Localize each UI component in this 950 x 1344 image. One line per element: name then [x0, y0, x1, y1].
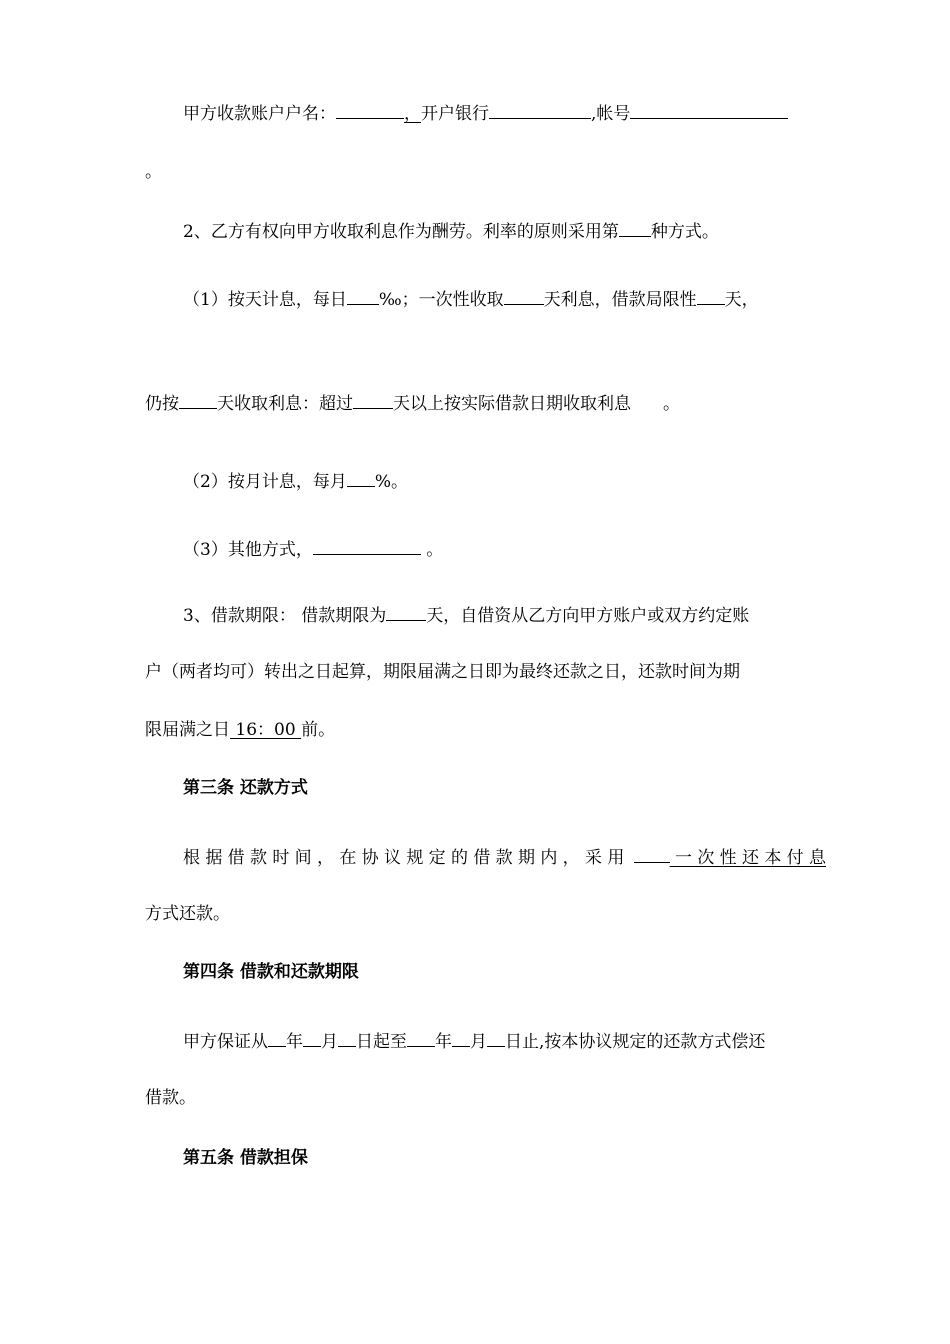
- article3-heading: 第三条 还款方式: [183, 778, 308, 798]
- clause3-line1: 3、借款期限： 借款期限为 天，自借资从乙方向甲方账户或双方约定账: [183, 602, 826, 628]
- account-number-blank[interactable]: [630, 100, 788, 119]
- account-name-blank[interactable]: [336, 100, 404, 119]
- account-period: 。: [145, 162, 162, 182]
- from-month-blank[interactable]: [303, 1028, 321, 1047]
- days-interest-blank[interactable]: [504, 286, 544, 305]
- from-year-blank[interactable]: [268, 1028, 286, 1047]
- article3-body-cont: 方式还款。: [145, 904, 230, 924]
- article4-body: 甲方保证从 年 月 日起至 年 月 日止,按本协议规定的还款方式偿还: [183, 1028, 826, 1054]
- article4-body-cont: 借款。: [145, 1088, 196, 1108]
- charge-days-blank[interactable]: [179, 390, 217, 409]
- monthly-rate-blank[interactable]: [347, 468, 375, 487]
- account-line: 甲方收款账户户名： ，开户银行 ,帐号: [183, 100, 826, 126]
- over-days-blank[interactable]: [353, 390, 393, 409]
- clause3-line2: 户（两者均可）转出之日起算，期限届满之日即为最终还款之日，还款时间为期: [145, 662, 740, 682]
- to-day-blank[interactable]: [487, 1028, 505, 1047]
- daily-rate-blank[interactable]: [347, 286, 379, 305]
- limit-days-blank[interactable]: [697, 286, 725, 305]
- clause2-option3: （3）其他方式， 。: [183, 536, 826, 562]
- article4-heading: 第四条 借款和还款期限: [183, 962, 359, 982]
- repayment-time: 16：00: [230, 720, 302, 740]
- clause2-option1-cont: 仍按 天收取利息：超过 天以上按实际借款日期收取利息 。: [145, 390, 826, 416]
- method-number-blank[interactable]: [619, 218, 651, 237]
- clause2-option2: （2）按月计息，每月 %。: [183, 468, 826, 494]
- clause2-intro: 2、乙方有权向甲方收取利息作为酬劳。利率的原则采用第 种方式。: [183, 218, 826, 244]
- article5-heading: 第五条 借款担保: [183, 1148, 308, 1168]
- to-year-blank[interactable]: [407, 1028, 435, 1047]
- other-method-blank[interactable]: [313, 536, 421, 555]
- repayment-method: 一次性还本付息: [669, 848, 827, 868]
- clause3-line3: 限届满之日 16：00 前。: [145, 720, 336, 740]
- bank-blank[interactable]: [489, 100, 591, 119]
- article3-body: 根据借款时间，在协议规定的借款期内，采用 一次性还本付息: [183, 844, 826, 870]
- clause2-option1: （1）按天计息，每日 ‰；一次性收取 天利息，借款局限性 天，: [183, 286, 826, 312]
- loan-days-blank[interactable]: [386, 602, 426, 621]
- to-month-blank[interactable]: [452, 1028, 470, 1047]
- from-day-blank[interactable]: [338, 1028, 356, 1047]
